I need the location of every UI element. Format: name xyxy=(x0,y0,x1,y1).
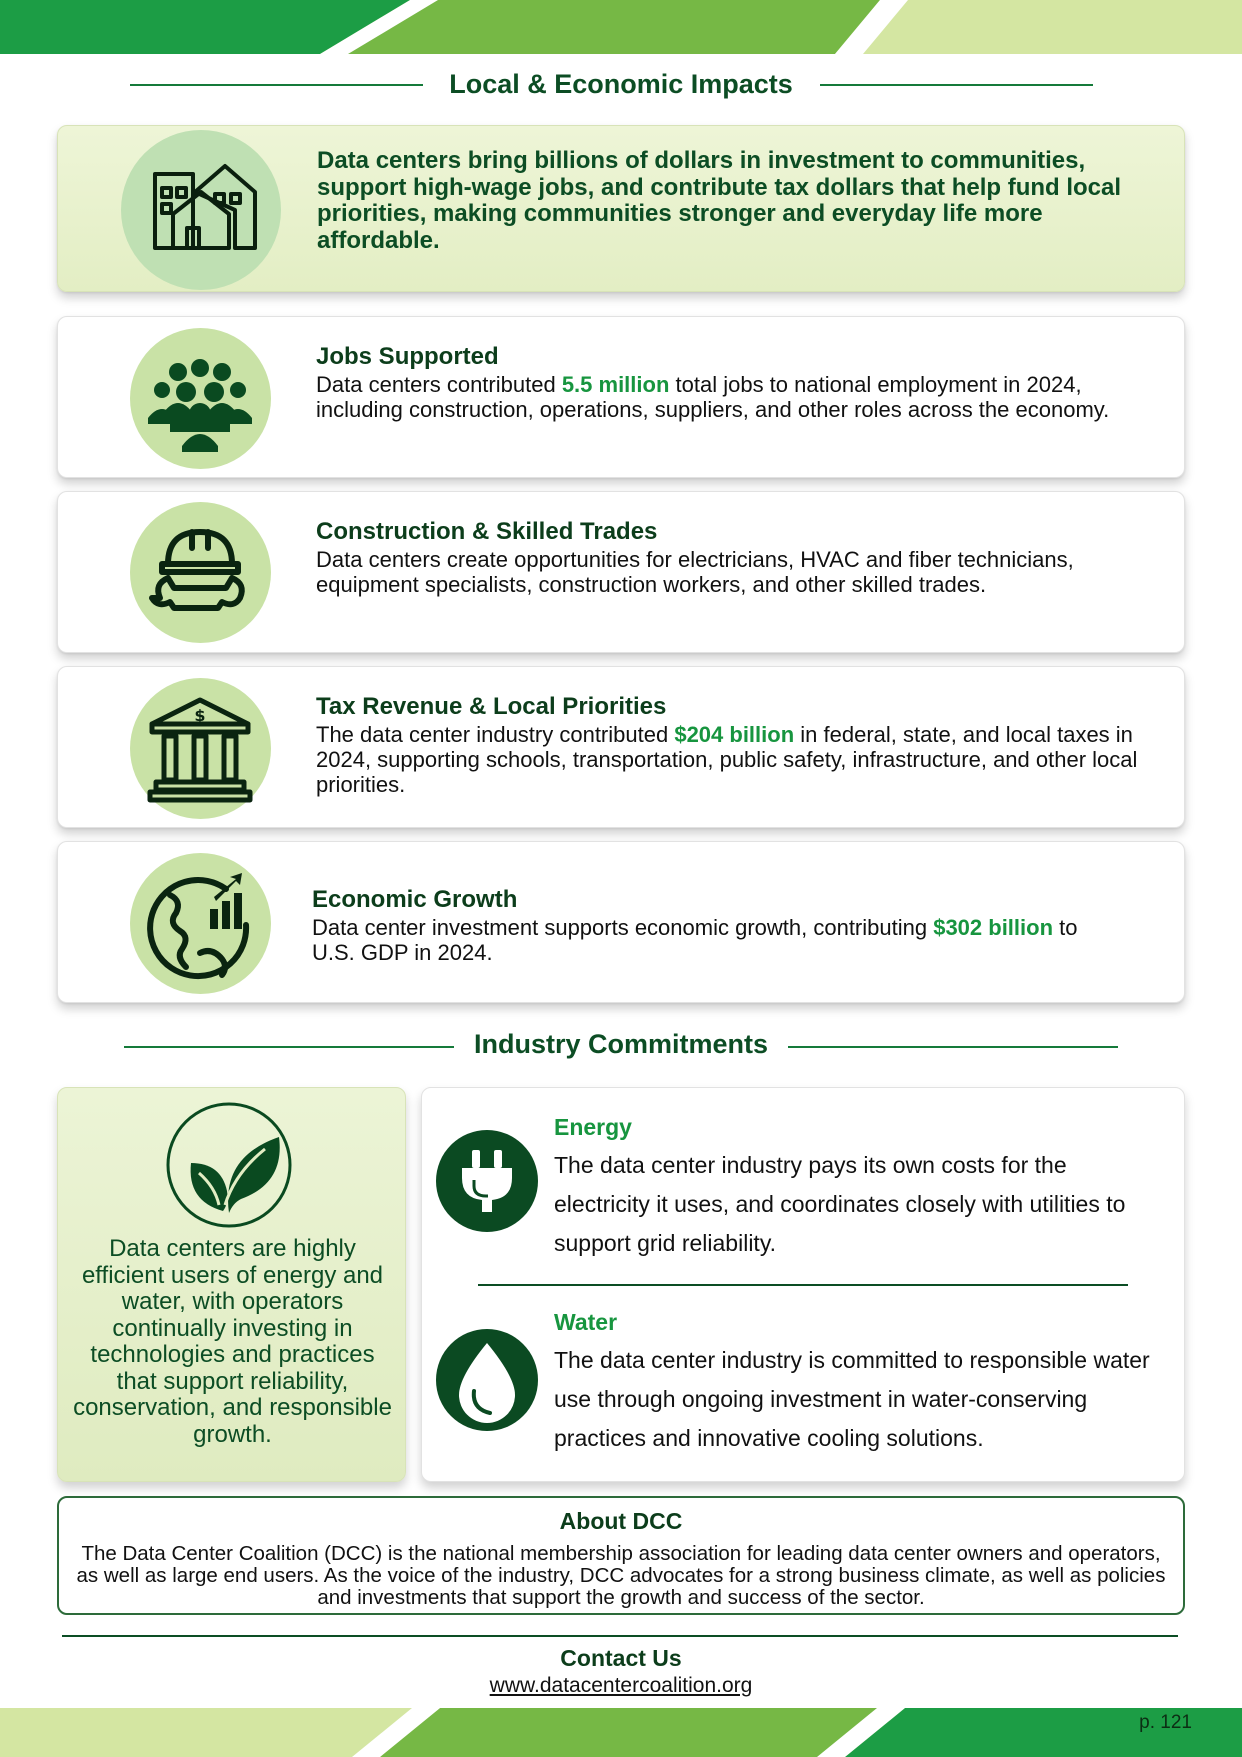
impact-title: Jobs Supported xyxy=(316,343,499,370)
about-box xyxy=(57,1496,1185,1615)
impact-title: Tax Revenue & Local Priorities xyxy=(316,693,667,720)
commitments-divider xyxy=(478,1284,1128,1286)
impact-body: The data center industry contributed $204 billion in federal, state, and local taxes in 2024, supporting schools, transportation, public safety, infrastructure, and other local priorities. xyxy=(316,722,1138,797)
about-body: The Data Center Coalition (DCC) is the national membership association for leading data center owners and operators, as well as large end users. As the voice of the industry, DCC advocates for a strong business climate, as well as policies and investments that support the growth and success of the sector. xyxy=(76,1542,1166,1609)
footer-divider xyxy=(62,1635,1178,1637)
section-heading-commitments xyxy=(0,1027,1242,1063)
impact-title: Economic Growth xyxy=(312,886,518,913)
section-heading-local-economic xyxy=(0,67,1242,103)
water-title: Water xyxy=(554,1309,618,1335)
impact-highlight: 5.5 million xyxy=(561,372,670,397)
energy-title: Energy xyxy=(554,1114,632,1140)
efficiency-card xyxy=(57,1087,406,1482)
hardhat-wrench-icon xyxy=(130,502,271,643)
contact-link[interactable]: www.datacentercoalition.org xyxy=(489,1674,753,1697)
plug-icon xyxy=(436,1130,538,1232)
water-drop-icon xyxy=(436,1329,538,1431)
globe-chart-icon xyxy=(130,853,271,994)
government-building-dollar-icon xyxy=(130,678,271,819)
about-title: About DCC xyxy=(559,1508,683,1534)
top-banner xyxy=(0,0,1242,54)
commitments-card xyxy=(421,1087,1185,1482)
impact-card-construction xyxy=(57,491,1185,653)
impact-card-tax xyxy=(57,666,1185,828)
efficiency-text: Data centers are highly efficient users of energy and water, with operators continually investing in technologies and practices that support reliability, conservation, and responsible growth. xyxy=(73,1235,392,1448)
intro-card xyxy=(57,125,1185,292)
leaves-icon xyxy=(165,1101,293,1229)
houses-icon xyxy=(121,130,281,290)
svg-text:$: $ xyxy=(194,706,206,725)
impact-title: Construction & Skilled Trades xyxy=(316,518,658,545)
energy-body: The data center industry pays its own costs for the electricity it uses, and coordinates closely with utilities to support grid reliability. xyxy=(554,1152,1126,1256)
section-title: Industry Commitments xyxy=(473,1029,769,1059)
intro-text: Data centers bring billions of dollars in investment to communities, support high-wage jobs, and contribute tax dollars that help fund local priorities, making communities stronger and everyday life more affordable. xyxy=(317,147,1122,254)
impact-body: Data centers create opportunities for electricians, HVAC and fiber technicians, equipment specialists, construction workers, and other skilled trades. xyxy=(316,547,1074,597)
contact-title: Contact Us xyxy=(560,1645,682,1671)
section-title: Local & Economic Impacts xyxy=(449,69,793,99)
impact-body: Data center investment supports economic growth, contributing $302 billion to U.S. GDP in 2024. xyxy=(312,915,1078,965)
people-group-icon xyxy=(130,328,271,469)
impact-card-growth xyxy=(57,841,1185,1003)
impact-card-jobs xyxy=(57,316,1185,478)
impact-highlight: $204 billion xyxy=(674,722,795,747)
water-body: The data center industry is committed to responsible water use through ongoing investment in water-conserving practices and innovative cooling solutions. xyxy=(554,1347,1150,1451)
page-number: p. 121 xyxy=(1139,1712,1192,1733)
bottom-banner xyxy=(0,1708,1242,1757)
impact-body: Data centers contributed 5.5 million total jobs to national employment in 2024, including construction, operations, suppliers, and other roles across the economy. xyxy=(316,372,1110,422)
impact-highlight: $302 billion xyxy=(933,915,1054,940)
